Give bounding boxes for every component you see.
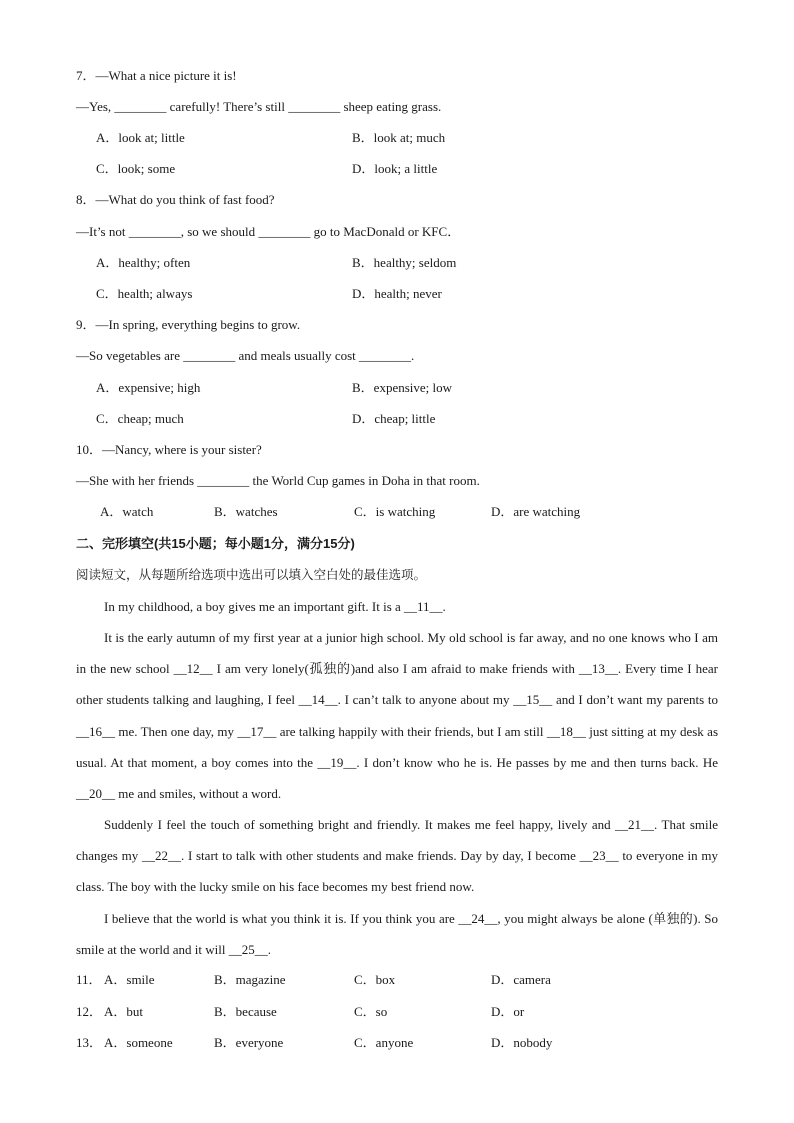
option: C．anyone [354,1035,414,1050]
option: C．cheap; much [96,411,184,426]
option: A．expensive; high [96,380,201,395]
option: B．look at; much [352,130,446,145]
option: C．look; some [96,161,176,176]
option: A．watch [100,504,154,519]
question-stem: 9．—In spring, everything begins to grow. [76,317,301,332]
option: D．look; a little [352,161,438,176]
option: C．health; always [96,286,193,301]
cloze-number: 13． [76,1035,103,1050]
question-stem: 7．—What a nice picture it is! [76,68,237,83]
passage-paragraph: In my childhood, a boy gives me an important gift. It is a __11__. [104,599,446,614]
question-line: —It’s not ________, so we should ________ go to MacDonald or KFC． [76,224,461,239]
option: B．everyone [214,1035,284,1050]
option: C．is watching [354,504,436,519]
option: A．someone [104,1035,173,1050]
cloze-number: 12． [76,1004,103,1019]
option: A．healthy; often [96,255,191,270]
question-stem: 8．—What do you think of fast food? [76,192,275,207]
option: C．so [354,1004,388,1019]
option: D．are watching [491,504,581,519]
option: D．nobody [491,1035,553,1050]
option: D．health; never [352,286,442,301]
question-stem: 10．—Nancy, where is your sister? [76,442,262,457]
option: D．or [491,1004,525,1019]
passage-paragraph: I believe that the world is what you think it is. If you think you are __24__, you might always be alone (单独的). So smile at the world and it will __25__. [76,911,718,958]
option: D．cheap; little [352,411,436,426]
option: B．expensive; low [352,380,453,395]
option: B．because [214,1004,277,1019]
option: A．look at; little [96,130,185,145]
passage-paragraph: Suddenly I feel the touch of something bright and friendly. It makes me feel happy, lively and __21__. That smile changes my __22__. I start to talk with other students and make friends. Day by day, I become __23__ to everyone in my class. The boy with the lucky smile on his face becomes my best friend now. [76,817,718,895]
option: B．magazine [214,972,286,987]
option: D．camera [491,972,551,987]
section-heading: 二、完形填空(共15小题；每小题1分，满分15分) [76,536,355,551]
question-line: —She with her friends ________ the World Cup games in Doha in that room. [76,473,480,488]
option: B．healthy; seldom [352,255,457,270]
option: C．box [354,972,396,987]
question-line: —So vegetables are ________ and meals usually cost ________. [76,348,415,363]
cloze-number: 11． [76,972,102,987]
passage-paragraph: It is the early autumn of my first year at a junior high school. My old school is far away, and no one knows who I am in the new school __12__ I am very lonely(孤独的)and also I am afraid to make friends with __13__. Every time I hear other students talking and laughing, I feel __14__. I can’t talk to anyone about my __15__ and I don’t want my parents to __16__ me. Then one day, my __17__ are talking happily with their friends, but I am still __18__ just sitting at my desk as usual. At that moment, a boy comes into the __19__. I don’t know who he is. He passes by me and then turns back. He __20__ me and smiles, without a word. [76,630,718,802]
section-instruction: 阅读短文，从每题所给选项中选出可以填入空白处的最佳选项。 [76,567,427,582]
question-line: —Yes, ________ carefully! There’s still ________ sheep eating grass. [76,99,442,114]
option: B．watches [214,504,278,519]
option: A．smile [104,972,155,987]
option: A．but [104,1004,144,1019]
